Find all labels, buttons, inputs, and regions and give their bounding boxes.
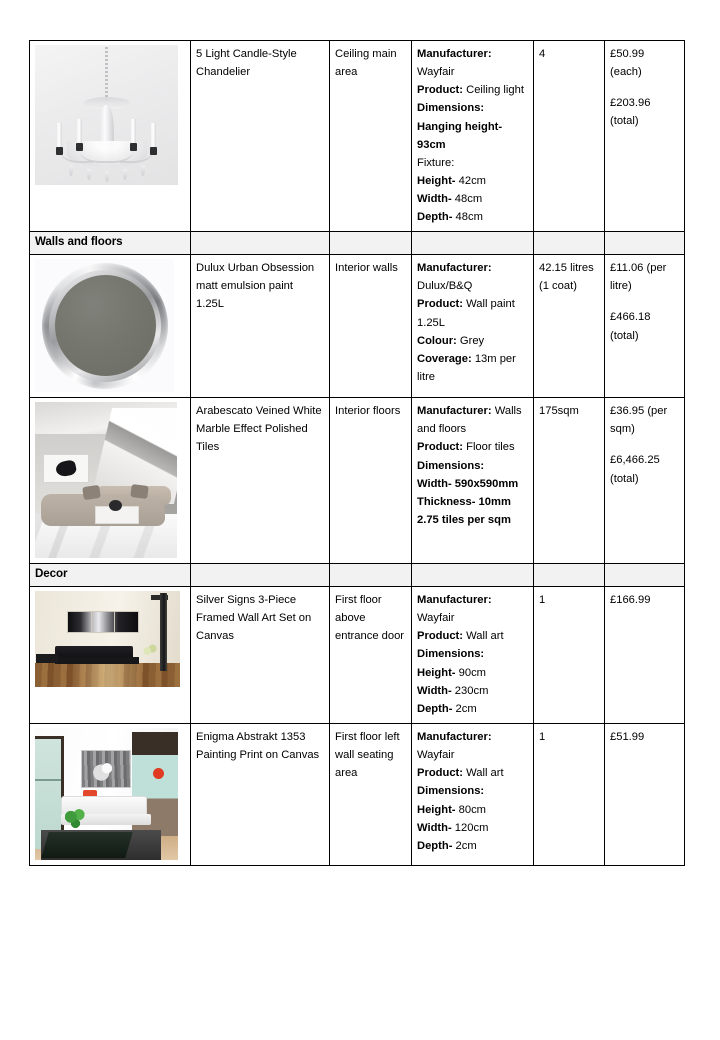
potted-plant [140, 643, 158, 659]
section-label: Walls and floors [35, 235, 123, 249]
specification-table [29, 40, 685, 866]
spec-key: Dimensions: [417, 648, 485, 661]
spec-line [417, 764, 528, 782]
spec-value: Grey [456, 334, 485, 347]
chandelier-chain [105, 47, 108, 101]
spec-line [417, 118, 528, 154]
spec-line [417, 782, 528, 800]
chandelier-candle-1 [57, 123, 62, 149]
unit-price: £50.99 (each) [610, 48, 645, 79]
black-wall-art-photo [35, 591, 180, 687]
table-row [30, 255, 685, 398]
spec-key: Width- [417, 193, 452, 206]
specification-cell [412, 586, 534, 723]
spec-key: Coverage: [417, 352, 472, 365]
spec-line [417, 819, 528, 837]
spec-line [417, 645, 528, 663]
spec-key: Height- [417, 666, 456, 679]
section-filler-cell [330, 232, 412, 255]
quantity-cell [534, 255, 605, 398]
spec-key: Manufacturer: [417, 405, 492, 418]
spec-line [417, 801, 528, 819]
spec-line [417, 332, 528, 350]
price-cell [605, 586, 685, 723]
spec-value: Wall art [463, 767, 504, 780]
table-row [30, 723, 685, 865]
floor-lamp-post [160, 593, 167, 671]
marble-interior-photo [35, 402, 177, 558]
table-row [30, 398, 685, 564]
section-label-cell [30, 564, 191, 587]
total-price: £203.96 (total) [610, 97, 651, 128]
price-spacer [610, 295, 679, 308]
product-image-cell [30, 723, 191, 865]
black-sofa-seat [55, 657, 139, 664]
spec-line [417, 154, 528, 172]
product-name-cell [191, 586, 330, 723]
chandelier-crystal-4 [123, 169, 127, 180]
quantity: 1 [539, 593, 546, 606]
section-filler-cell [605, 564, 685, 587]
spec-line [417, 664, 528, 682]
quantity-cell [534, 41, 605, 232]
spec-value: Wayfair [417, 66, 455, 79]
section-label: Decor [35, 567, 68, 581]
spec-line [417, 350, 528, 386]
quantity-cell [534, 723, 605, 865]
spec-key: Product: [417, 84, 463, 97]
spec-line [417, 700, 528, 718]
spec-value: 120cm [451, 821, 489, 834]
spec-key: Width- 590x590mm [417, 477, 519, 490]
specification-cell [412, 41, 534, 232]
section-filler-cell [534, 564, 605, 587]
section-decor [30, 564, 685, 587]
section-filler-cell [412, 232, 534, 255]
chandelier-candle-2 [77, 119, 82, 145]
table-body [30, 41, 685, 866]
location: First floor left wall seating area [335, 730, 400, 780]
price-cell [605, 398, 685, 564]
red-accent-lamp [153, 768, 164, 779]
section-filler-cell [534, 232, 605, 255]
spec-value: 13m per litre [417, 352, 516, 384]
spec-key: Width- [417, 684, 452, 697]
product-image-cell [30, 586, 191, 723]
spec-line [417, 438, 528, 456]
black-bench [36, 654, 58, 663]
spec-key: Manufacturer: [417, 593, 492, 606]
location-cell [330, 586, 412, 723]
spec-line [417, 837, 528, 855]
chandelier-socket-4 [150, 147, 157, 155]
spec-line [417, 682, 528, 700]
paint-colour-swatch [55, 275, 156, 376]
product-name: Silver Signs 3-Piece Framed Wall Art Set on Canvas [196, 593, 312, 643]
spec-line [417, 190, 528, 208]
specification-cell [412, 255, 534, 398]
product-image-cell [30, 255, 191, 398]
section-walls-and-floors [30, 232, 685, 255]
location: Interior walls [335, 262, 398, 275]
spec-line [417, 728, 528, 764]
spec-key: Width- [417, 821, 452, 834]
specification-cell [412, 723, 534, 865]
spec-value: 80cm [455, 803, 486, 816]
product-name: Arabescato Veined White Marble Effect Polished Tiles [196, 405, 322, 454]
spec-value: Wall paint 1.25L [417, 298, 515, 329]
spec-key: Dimensions: [417, 785, 485, 798]
chandelier-candle-3 [131, 119, 136, 145]
green-plant [63, 808, 89, 830]
chandelier-crystal-3 [105, 171, 109, 182]
chandelier-socket-3 [130, 143, 137, 151]
quantity-cell [534, 586, 605, 723]
spec-line [417, 493, 528, 511]
product-name: Dulux Urban Obsession matt emulsion paint 1.25L [196, 262, 315, 311]
chandelier-photo [35, 45, 178, 185]
price-cell [605, 255, 685, 398]
spec-line [417, 172, 528, 190]
product-name-cell [191, 398, 330, 564]
spec-key: Manufacturer: [417, 48, 492, 60]
spec-key: Height- [417, 174, 456, 187]
spec-value: Wayfair [417, 749, 455, 762]
spec-value: 2cm [452, 702, 477, 715]
canvas-divider-2 [114, 612, 115, 632]
spec-key: Dimensions: [417, 459, 485, 472]
paint-tin-photo [35, 259, 174, 392]
location: Ceiling main area [335, 48, 397, 79]
spec-value: Wall art [463, 630, 504, 643]
location: Interior floors [335, 405, 401, 418]
spec-line [417, 208, 528, 226]
table-row [30, 41, 685, 232]
spec-line [417, 259, 528, 295]
location: First floor above entrance door [335, 593, 405, 643]
spec-value: Floor tiles [463, 441, 515, 454]
specification-cell [412, 398, 534, 564]
spec-line [417, 45, 528, 81]
spec-line [417, 475, 528, 493]
spec-key: Depth- [417, 702, 453, 715]
location-cell [330, 723, 412, 865]
spec-line [417, 99, 528, 117]
spec-key: Product: [417, 441, 463, 454]
location-cell [330, 255, 412, 398]
quantity: 42.15 litres (1 coat) [539, 262, 594, 293]
product-name-cell [191, 723, 330, 865]
section-filler-cell [412, 564, 534, 587]
section-filler-cell [330, 564, 412, 587]
unit-price: £11.06 (per litre) [610, 262, 667, 293]
cushion-right [130, 484, 148, 499]
total-price: £6,466.25 (total) [610, 454, 660, 485]
abstract-canvas-room-photo [35, 728, 178, 860]
product-name-cell [191, 255, 330, 398]
price-cell [605, 723, 685, 865]
chandelier-socket-1 [56, 147, 63, 155]
art-brushstroke [55, 459, 78, 478]
chandelier-crystal-5 [141, 165, 145, 176]
quantity: 4 [539, 48, 546, 60]
product-name-cell [191, 41, 330, 232]
spec-line [417, 591, 528, 627]
price-cell [605, 41, 685, 232]
spec-value: Walls and floors [417, 405, 522, 436]
floor-sunlight [73, 663, 143, 687]
abstract-canvas [81, 750, 131, 788]
spec-value: 48cm [452, 211, 483, 224]
spec-value: Wayfair [417, 612, 455, 625]
spec-line [417, 295, 528, 331]
spec-key: Product: [417, 298, 463, 311]
spec-line [417, 402, 528, 438]
spec-value: 2cm [452, 839, 477, 852]
spec-value: 48cm [451, 193, 483, 206]
spec-key: Thickness- 10mm [417, 495, 511, 508]
spec-line [417, 627, 528, 645]
chandelier-crystal-1 [69, 165, 73, 176]
spec-key: Depth- [417, 211, 453, 224]
three-panel-canvas [67, 611, 139, 633]
price-spacer [610, 81, 679, 94]
section-label-cell [30, 232, 191, 255]
section-filler-cell [605, 232, 685, 255]
cushion-left [82, 485, 101, 500]
spec-key: Hanging height- 93cm [417, 120, 503, 151]
unit-price: £36.95 (per sqm) [610, 405, 668, 436]
product-name: Enigma Abstrakt 1353 Painting Print on Canvas [196, 730, 320, 762]
section-filler-cell [191, 564, 330, 587]
canvas-divider-1 [91, 612, 92, 632]
spec-key: Product: [417, 767, 463, 780]
chandelier-socket-2 [76, 143, 83, 151]
spec-key: Manufacturer: [417, 730, 492, 743]
spec-key: Colour: [417, 334, 457, 347]
spec-key: Dimensions: [417, 102, 485, 115]
spec-key: Height- [417, 803, 456, 816]
table-row [30, 586, 685, 723]
spec-line [417, 511, 528, 529]
chandelier-crystal-2 [87, 169, 91, 180]
spec-line [417, 457, 528, 475]
quantity: 1 [539, 730, 546, 743]
spec-value: 230cm [451, 684, 489, 697]
price-spacer [610, 438, 679, 451]
product-image-cell [30, 398, 191, 564]
location-cell [330, 41, 412, 232]
spec-value: Ceiling light [463, 84, 524, 97]
quantity-cell [534, 398, 605, 564]
unit-price: £51.99 [610, 730, 645, 743]
location-cell [330, 398, 412, 564]
spec-value: Fixture: [417, 156, 455, 169]
spec-key: Product: [417, 630, 463, 643]
product-name: 5 Light Candle-Style Chandelier [196, 48, 297, 79]
spec-key: Depth- [417, 839, 453, 852]
spec-line [417, 81, 528, 99]
quantity: 175sqm [539, 405, 579, 418]
spec-value: 90cm [455, 666, 486, 679]
spec-key: Manufacturer: [417, 262, 492, 275]
section-filler-cell [191, 232, 330, 255]
glass-coffee-table [41, 832, 132, 858]
product-image-cell [30, 41, 191, 232]
spec-value: 42cm [455, 174, 486, 187]
spec-key: 2.75 tiles per sqm [417, 514, 511, 527]
door-glazing-bar [35, 779, 61, 781]
spec-value: Dulux/B&Q [417, 280, 473, 293]
framed-art [43, 454, 89, 483]
chandelier-candle-4 [151, 123, 156, 149]
unit-price: £166.99 [610, 593, 651, 606]
total-price: £466.18 (total) [610, 311, 651, 342]
